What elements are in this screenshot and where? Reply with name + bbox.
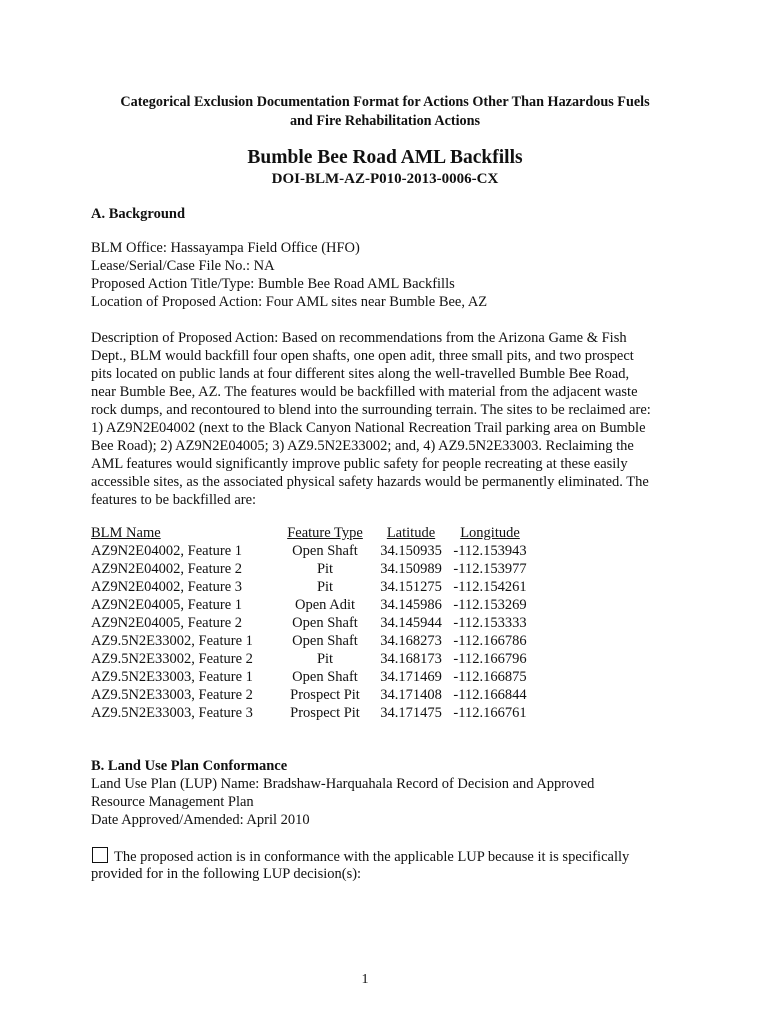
description-line: near Bumble Bee, AZ. The features would be backfilled with material from the adjacent waste xyxy=(91,384,638,400)
description-line: Bee Road); 2) AZ9N2E04005; 3) AZ9.5N2E33002; and, 4) AZ9.5N2E33003. Reclaiming the xyxy=(91,438,634,454)
cell-longitude: -112.153943 xyxy=(453,543,527,559)
col-header-longitude: Longitude xyxy=(460,525,520,541)
cell-longitude: -112.166786 xyxy=(453,633,527,649)
description-line: Description of Proposed Action: Based on recommendations from the Arizona Game & Fish xyxy=(91,330,627,346)
col-header-feature-type: Feature Type xyxy=(287,525,363,541)
table-row xyxy=(91,578,531,596)
cell-feature-type: Open Shaft xyxy=(292,615,358,631)
section-a-heading: A. Background xyxy=(91,206,186,222)
cell-feature-type: Prospect Pit xyxy=(290,687,360,703)
cell-blm-name: AZ9N2E04002, Feature 1 xyxy=(91,543,243,559)
cell-blm-name: AZ9.5N2E33003, Feature 2 xyxy=(91,687,253,703)
cell-blm-name: AZ9N2E04005, Feature 2 xyxy=(91,615,243,631)
table-row xyxy=(91,632,531,650)
cell-latitude: 34.168173 xyxy=(380,651,442,667)
description-line: Dept., BLM would backfill four open shafts, one open adit, three small pits, and two prospect xyxy=(91,348,634,364)
cell-feature-type: Pit xyxy=(316,651,334,667)
project-name: Bumble Bee Road AML Backfills xyxy=(247,147,523,168)
page-number: 1 xyxy=(361,972,369,987)
cell-longitude: -112.166796 xyxy=(453,651,527,667)
cell-blm-name: AZ9.5N2E33002, Feature 2 xyxy=(91,651,253,667)
cell-latitude: 34.150935 xyxy=(380,543,442,559)
cell-feature-type: Open Shaft xyxy=(292,633,358,649)
background-fields xyxy=(91,239,691,311)
cell-latitude: 34.171475 xyxy=(380,705,442,721)
cell-feature-type: Open Shaft xyxy=(292,543,358,559)
cell-longitude: -112.153977 xyxy=(453,561,527,577)
land-use-plan-info xyxy=(91,775,691,829)
cell-feature-type: Open Shaft xyxy=(292,669,358,685)
section-b-heading: B. Land Use Plan Conformance xyxy=(91,758,288,774)
description-line: AML features would significantly improve public safety for people recreating at these easily xyxy=(91,456,628,472)
cell-longitude: -112.166761 xyxy=(453,705,527,721)
cell-blm-name: AZ9.5N2E33003, Feature 1 xyxy=(91,669,253,685)
cell-blm-name: AZ9N2E04005, Feature 1 xyxy=(91,597,243,613)
lup-name-line: Land Use Plan (LUP) Name: Bradshaw-Harquahala Record of Decision and Approved xyxy=(91,776,595,792)
cell-blm-name: AZ9N2E04002, Feature 2 xyxy=(91,561,243,577)
cell-longitude: -112.166844 xyxy=(453,687,527,703)
header-title-line-1: Categorical Exclusion Documentation Format for Actions Other Than Hazardous Fuels xyxy=(120,94,650,110)
location-field: Location of Proposed Action: Four AML sites near Bumble Bee, AZ xyxy=(91,294,488,310)
conformance-text-1: The proposed action is in conformance with the applicable LUP because it is specifically xyxy=(114,849,630,865)
header-title-line-2: and Fire Rehabilitation Actions xyxy=(289,112,481,129)
cell-latitude: 34.145944 xyxy=(380,615,442,631)
description-line: features to be backfilled are: xyxy=(91,492,257,508)
table-row xyxy=(91,560,531,578)
cell-latitude: 34.168273 xyxy=(380,633,442,649)
table-row xyxy=(91,686,531,704)
col-header-blm-name: BLM Name xyxy=(91,525,161,541)
conformance-checkbox[interactable] xyxy=(92,847,108,863)
document-header-title xyxy=(60,93,710,130)
cell-feature-type: Open Adit xyxy=(294,597,355,613)
cell-longitude: -112.166875 xyxy=(453,669,527,685)
cell-blm-name: AZ9N2E04002, Feature 3 xyxy=(91,579,243,595)
lup-name-line-cont: Resource Management Plan xyxy=(91,794,254,810)
cell-feature-type: Pit xyxy=(316,561,334,577)
table-row xyxy=(91,668,531,686)
description-line: rock dumps, and recontoured to blend into the surrounding terrain. The sites to be reclaimed are: xyxy=(91,402,651,418)
description-line: accessible sites, as the associated physical safety hazards would be permanently eliminated. The xyxy=(91,474,649,490)
proposed-action-description xyxy=(91,329,691,509)
table-header-row xyxy=(91,524,531,542)
case-file-field: Lease/Serial/Case File No.: NA xyxy=(91,258,275,274)
cell-longitude: -112.153269 xyxy=(453,597,527,613)
cell-longitude: -112.153333 xyxy=(453,615,527,631)
conformance-statement xyxy=(91,847,691,883)
cell-latitude: 34.171469 xyxy=(380,669,442,685)
conformance-line-1 xyxy=(91,847,691,865)
description-line: pits located on public lands at four different sites along the well-travelled Bumble Bee Road, xyxy=(91,366,630,382)
description-line: 1) AZ9N2E04002 (next to the Black Canyon National Recreation Trail parking area on Bumble xyxy=(91,420,646,436)
cell-latitude: 34.145986 xyxy=(380,597,442,613)
col-header-latitude: Latitude xyxy=(386,525,436,541)
date-approved-line: Date Approved/Amended: April 2010 xyxy=(91,812,310,828)
table-row xyxy=(91,650,531,668)
features-table xyxy=(91,524,531,722)
table-row xyxy=(91,704,531,722)
cell-latitude: 34.171408 xyxy=(380,687,442,703)
cell-feature-type: Prospect Pit xyxy=(290,705,360,721)
cell-blm-name: AZ9.5N2E33003, Feature 3 xyxy=(91,705,253,721)
cell-blm-name: AZ9.5N2E33002, Feature 1 xyxy=(91,633,253,649)
action-title-field: Proposed Action Title/Type: Bumble Bee Road AML Backfills xyxy=(91,276,455,292)
cell-feature-type: Pit xyxy=(316,579,334,595)
table-row xyxy=(91,542,531,560)
table-row xyxy=(91,596,531,614)
cell-latitude: 34.151275 xyxy=(380,579,442,595)
table-row xyxy=(91,614,531,632)
document-id: DOI-BLM-AZ-P010-2013-0006-CX xyxy=(271,171,499,187)
cell-latitude: 34.150989 xyxy=(380,561,442,577)
conformance-text-2: provided for in the following LUP decision(s): xyxy=(91,866,362,882)
blm-office-field: BLM Office: Hassayampa Field Office (HFO) xyxy=(91,240,360,256)
cell-longitude: -112.154261 xyxy=(453,579,527,595)
